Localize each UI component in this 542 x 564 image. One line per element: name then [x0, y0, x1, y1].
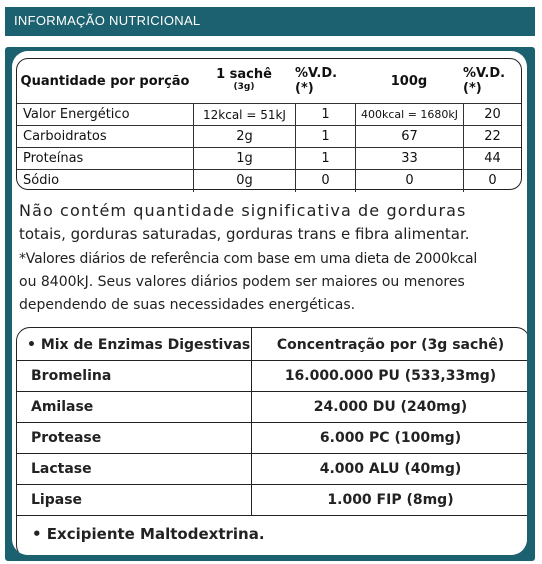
header-portion	[193, 59, 295, 103]
row-vd1: 1	[295, 126, 355, 148]
page-title: INFORMAÇÃO NUTRICIONAL	[14, 13, 201, 28]
note-line-5: dependendo de suas necessidades energéticas.	[19, 297, 356, 313]
enzyme-header-concentration: Concentração por (3g sachê)	[251, 328, 527, 360]
table-row	[17, 125, 521, 148]
header-portion-label: 1 sachê	[216, 67, 272, 82]
panel-content	[12, 51, 527, 555]
enzyme-concentration: 24.000 DU (240mg)	[251, 392, 527, 423]
row-vd1: 0	[295, 170, 355, 192]
note-line-3: *Valores diários de referência com base em uma dieta de 2000kcal	[19, 251, 478, 267]
enzyme-concentration: 1.000 FIP (8mg)	[251, 485, 527, 516]
header-vd1: %V.D.(*)	[295, 66, 338, 96]
table-row	[17, 484, 527, 516]
table-row	[17, 453, 527, 485]
row-label: Proteínas	[23, 151, 84, 166]
table-row	[17, 103, 521, 126]
row-label: Carboidratos	[23, 129, 107, 144]
table-row	[17, 391, 527, 423]
enzyme-name: Protease	[31, 430, 102, 446]
table-row	[17, 360, 527, 392]
header-vd2: %V.D.(*)	[463, 66, 506, 96]
header-quantity: Quantidade por porção	[20, 73, 190, 89]
row-portion: 1g	[193, 148, 295, 170]
excipient-note: • Excipiente Maltodextrina.	[32, 525, 265, 543]
row-per100: 0	[355, 170, 463, 192]
enzyme-name: Lactase	[31, 461, 92, 477]
note-line-1: Não contém quantidade significativa de gorduras	[19, 201, 467, 220]
nutrition-table	[16, 58, 522, 190]
enzyme-concentration: 16.000.000 PU (533,33mg)	[251, 361, 527, 392]
header-bar	[5, 7, 535, 36]
row-vd2: 20	[463, 104, 521, 126]
row-vd2: 44	[463, 148, 521, 170]
enzyme-name: Amilase	[31, 399, 94, 415]
nutrition-panel	[5, 47, 535, 561]
note-line-2: totais, gorduras saturadas, gorduras trans e fibra alimentar.	[19, 225, 470, 243]
row-portion: 0g	[193, 170, 295, 192]
enzyme-header-row	[17, 328, 527, 360]
row-vd2: 22	[463, 126, 521, 148]
table-row	[17, 169, 521, 192]
row-per100: 33	[355, 148, 463, 170]
enzyme-header-name: • Mix de Enzimas Digestivas	[27, 337, 251, 353]
row-per100: 67	[355, 126, 463, 148]
enzyme-name: Lipase	[31, 492, 83, 508]
header-portion-sub: (3g)	[233, 82, 255, 92]
row-per100: 400kcal = 1680kJ	[355, 104, 463, 126]
row-vd1: 1	[295, 104, 355, 126]
enzyme-concentration: 6.000 PC (100mg)	[251, 423, 527, 454]
row-label: Valor Energético	[23, 107, 130, 122]
header-per100: 100g	[390, 73, 428, 89]
row-portion: 2g	[193, 126, 295, 148]
table-row	[17, 422, 527, 454]
row-vd2: 0	[463, 170, 521, 192]
enzyme-concentration: 4.000 ALU (40mg)	[251, 454, 527, 485]
enzyme-table	[16, 327, 527, 555]
note-line-4: ou 8400kJ. Seus valores diários podem ser maiores ou menores	[19, 274, 465, 290]
row-label: Sódio	[23, 173, 60, 188]
row-portion: 12kcal = 51kJ	[193, 104, 295, 126]
table-row	[17, 147, 521, 170]
row-vd1: 1	[295, 148, 355, 170]
enzyme-name: Bromelina	[31, 368, 112, 384]
